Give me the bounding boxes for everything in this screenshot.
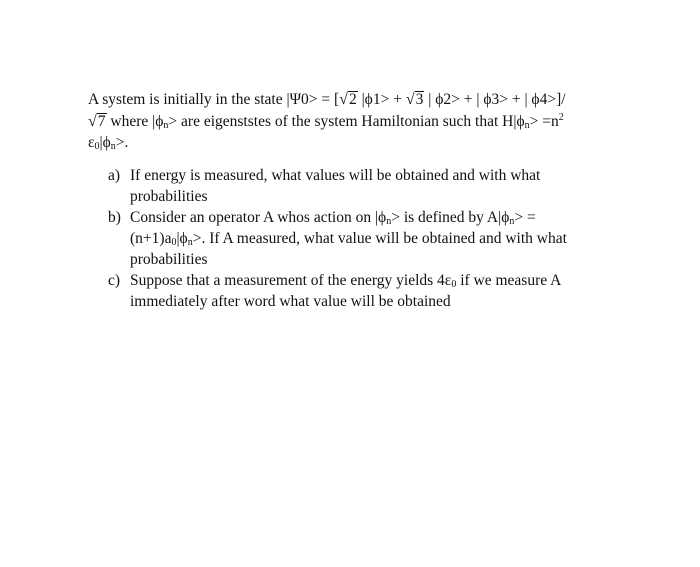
question-line (130, 207, 628, 228)
subscript: 0 (171, 237, 177, 248)
statement-line-2 (88, 111, 628, 133)
question-text: immediately after word what value will be obtained (130, 293, 451, 310)
sqrt-3 (406, 89, 425, 111)
radicand: 2 (348, 91, 357, 108)
question-a (108, 165, 628, 207)
statement-text: |ϕ (99, 134, 111, 151)
list-marker: c) (108, 272, 121, 289)
statement-text: | ϕ2> + | ϕ3> + | ϕ4>]/ (424, 91, 566, 108)
question-text: (n+1)a (130, 230, 172, 247)
list-marker: b) (108, 209, 121, 226)
radicand: 3 (415, 91, 424, 108)
sqrt-2 (339, 89, 358, 111)
statement-text: > =n (529, 112, 559, 130)
question-text: > is defined by A|ϕ (391, 209, 510, 226)
statement-text: ε (88, 134, 95, 151)
statement-text: |ϕ1> + (357, 91, 406, 108)
sqrt-sign: √ (88, 112, 97, 130)
sqrt-7 (88, 111, 107, 133)
question-text: if we measure A (456, 272, 562, 289)
question-text: Consider an operator A whos action on |ϕ (130, 209, 387, 226)
list-marker: a) (108, 167, 121, 184)
question-c (108, 270, 628, 312)
subscript: n (524, 119, 530, 131)
question-text: If energy is measured, what values will be obtained and with what (130, 167, 541, 184)
statement-text: where |ϕ (106, 112, 164, 130)
question-text: Suppose that a measurement of the energy yields 4ε (130, 272, 452, 289)
subscript: 0 (94, 141, 100, 152)
subscript: n (110, 141, 116, 152)
problem-statement (88, 89, 628, 154)
question-text: probabilities (130, 251, 208, 268)
question-text: >. If A measured, what value will be obtained and with what (192, 230, 567, 247)
radicand: 7 (97, 112, 106, 130)
superscript: 2 (558, 111, 564, 123)
sqrt-sign: √ (339, 91, 348, 108)
subscript: n (386, 216, 392, 227)
subscript: n (163, 119, 169, 131)
question-text: probabilities (130, 188, 208, 205)
question-line (130, 270, 628, 291)
subscript: n (509, 216, 515, 227)
statement-text: A system is initially in the state |Ψ0> = [ (88, 91, 340, 108)
statement-line-3 (88, 132, 628, 154)
question-list (108, 165, 628, 312)
question-text: > = (514, 209, 536, 226)
question-text: |ϕ (176, 230, 188, 247)
subscript: n (187, 237, 193, 248)
sqrt-sign: √ (405, 91, 415, 108)
statement-line-1 (88, 89, 628, 111)
question-line (130, 228, 628, 249)
statement-text: >. (115, 134, 129, 151)
statement-text: > are eigenststes of the system Hamiltonian such that H|ϕ (168, 112, 525, 130)
question-b (108, 207, 628, 270)
subscript: 0 (451, 279, 457, 290)
